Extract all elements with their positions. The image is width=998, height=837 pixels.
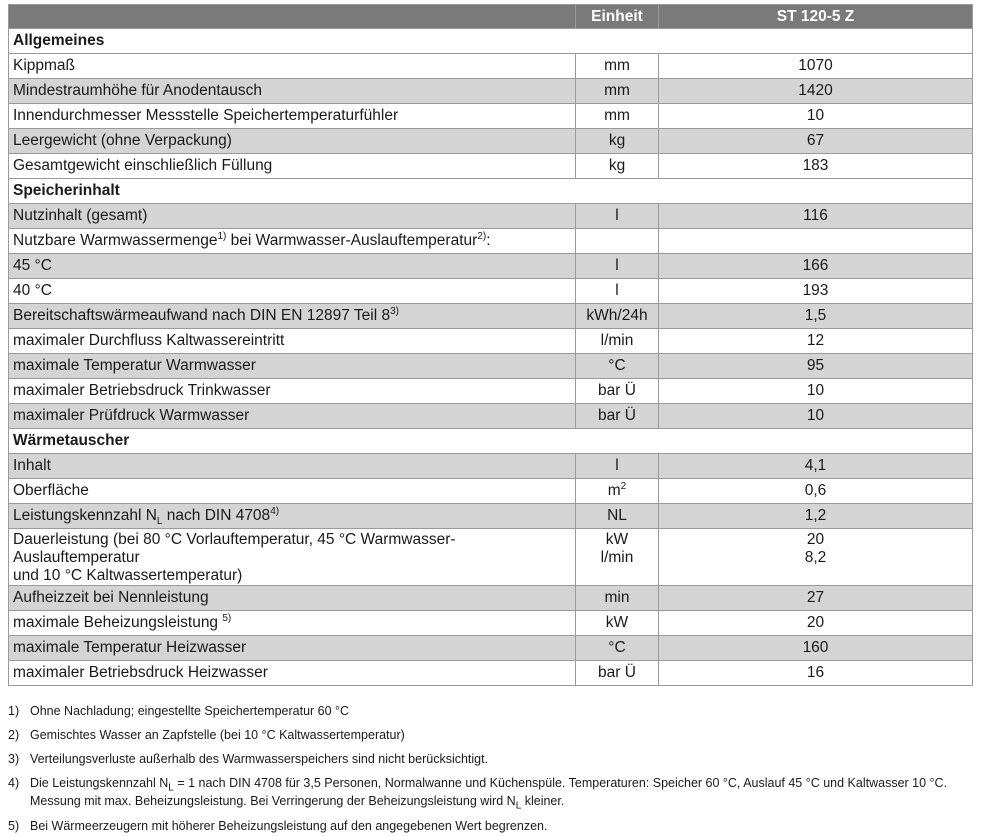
row-unit: NL [576, 504, 659, 529]
footnote-text: kleiner. [521, 794, 565, 808]
row-value: 1070 [659, 54, 973, 79]
row-label: maximaler Betriebsdruck Trinkwasser [9, 379, 576, 404]
row-label: Gesamtgewicht einschließlich Füllung [9, 154, 576, 179]
table-row [9, 661, 973, 686]
row-value: 10 [659, 404, 973, 429]
row-unit: l [576, 279, 659, 304]
row-unit: l [576, 204, 659, 229]
row-unit: °C [576, 636, 659, 661]
row-unit [576, 229, 659, 254]
footnote-line [8, 792, 983, 810]
row-value: 95 [659, 354, 973, 379]
row-value: 12 [659, 329, 973, 354]
footnote-number: 3) [8, 752, 20, 766]
table-row [9, 611, 973, 636]
row-label: maximaler Prüfdruck Warmwasser [9, 404, 576, 429]
table-row [9, 454, 973, 479]
row-label: Innendurchmesser Messstelle Speichertemperaturfühler [9, 104, 576, 129]
row-unit: kg [576, 154, 659, 179]
table-row [9, 404, 973, 429]
header-param [9, 5, 576, 29]
section-row [9, 29, 973, 54]
footnote-4 [8, 774, 983, 810]
row-label: 45 °C [9, 254, 576, 279]
section-title: Allgemeines [9, 29, 973, 54]
row-value: 1420 [659, 79, 973, 104]
row-value: 193 [659, 279, 973, 304]
footnote-text: Messung mit max. Beheizungsleistung. Bei Verringerung der Beheizungsleistung wird N [30, 794, 516, 808]
row-label-text: maximale Beheizungsleistung [13, 614, 223, 631]
subscript: L [156, 516, 163, 528]
row-value: 160 [659, 636, 973, 661]
row-value: 0,6 [659, 479, 973, 504]
unit-line: l/min [600, 549, 634, 566]
row-unit: °C [576, 354, 659, 379]
row-unit [576, 529, 659, 586]
row-label: Mindestraumhöhe für Anodentausch [9, 79, 576, 104]
row-value: 1,5 [659, 304, 973, 329]
footnote-text: = 1 nach DIN 4708 für 3,5 Personen, Normalwanne und Küchenspüle. Temperaturen: Speicher 60 °C, Auslauf 45 °C und Kaltwasser 10 °C. [173, 776, 948, 790]
table-row [9, 636, 973, 661]
table-row [9, 79, 973, 104]
section-title: Wärmetauscher [9, 429, 973, 454]
row-label [9, 529, 576, 586]
row-label: Aufheizzeit bei Nennleistung [9, 586, 576, 611]
spec-table [8, 4, 973, 686]
row-value [659, 529, 973, 586]
table-row [9, 279, 973, 304]
row-label: Leergewicht (ohne Verpackung) [9, 129, 576, 154]
table-row [9, 529, 973, 586]
row-value: 10 [659, 379, 973, 404]
row-unit: l [576, 254, 659, 279]
row-label-line: Dauerleistung (bei 80 °C Vorlauftemperatur, 45 °C Warmwasser-Auslauftemperatur [13, 531, 456, 566]
row-unit: mm [576, 79, 659, 104]
row-unit: l [576, 454, 659, 479]
row-label [9, 304, 576, 329]
row-label-text: : [486, 232, 491, 249]
table-row [9, 586, 973, 611]
table-row [9, 254, 973, 279]
footnote-5 [8, 817, 983, 835]
footnote-text: Bei Wärmeerzeugern mit höherer Beheizungsleistung auf den angegebenen Wert begrenzen. [30, 819, 548, 833]
footnote-text: Verteilungsverluste außerhalb des Warmwasserspeichers sind nicht berücksichtigt. [30, 752, 489, 766]
footnote-ref: 2) [477, 230, 487, 242]
row-label: 40 °C [9, 279, 576, 304]
row-unit [576, 479, 659, 504]
row-unit: min [576, 586, 659, 611]
table-row [9, 104, 973, 129]
row-value: 27 [659, 586, 973, 611]
row-label-text: nach DIN 4708 [162, 507, 271, 524]
row-label-text: Nutzbare Warmwassermenge [13, 232, 218, 249]
row-unit: l/min [576, 329, 659, 354]
table-row [9, 379, 973, 404]
row-value: 183 [659, 154, 973, 179]
row-unit: kW [576, 611, 659, 636]
footnote-2 [8, 726, 983, 744]
row-label: maximaler Betriebsdruck Heizwasser [9, 661, 576, 686]
header-unit: Einheit [576, 5, 659, 29]
row-label [9, 504, 576, 529]
row-label-text: Bereitschaftswärmeaufwand nach DIN EN 12897 Teil 8 [13, 307, 391, 324]
row-value [659, 229, 973, 254]
row-label: Inhalt [9, 454, 576, 479]
table-row [9, 54, 973, 79]
row-unit: kWh/24h [576, 304, 659, 329]
row-value: 10 [659, 104, 973, 129]
table-row [9, 129, 973, 154]
footnote-ref: 5) [222, 612, 232, 624]
footnote-number: 1) [8, 704, 20, 718]
footnote-text: Ohne Nachladung; eingestellte Speichertemperatur 60 °C [30, 704, 350, 718]
value-line: 8,2 [804, 549, 827, 566]
subscript: L [515, 800, 522, 812]
row-unit: bar Ü [576, 379, 659, 404]
row-value: 20 [659, 611, 973, 636]
row-value: 116 [659, 204, 973, 229]
table-row [9, 354, 973, 379]
row-unit: bar Ü [576, 661, 659, 686]
footnote-ref: 3) [390, 305, 399, 317]
row-label: maximale Temperatur Warmwasser [9, 354, 576, 379]
row-value: 4,1 [659, 454, 973, 479]
section-row [9, 179, 973, 204]
section-title: Speicherinhalt [9, 179, 973, 204]
table-row [9, 229, 973, 254]
footnote-text: Gemischtes Wasser an Zapfstelle (bei 10 °C Kaltwassertemperatur) [30, 728, 405, 742]
subscript: L [168, 782, 174, 794]
row-label [9, 611, 576, 636]
table-row [9, 479, 973, 504]
row-label: maximaler Durchfluss Kaltwassereintritt [9, 329, 576, 354]
footnote-ref: 1) [217, 230, 227, 242]
row-unit: mm [576, 104, 659, 129]
footnote-text: Die Leistungskennzahl N [30, 776, 169, 790]
row-label [9, 229, 576, 254]
table-row [9, 204, 973, 229]
row-label-line: und 10 °C Kaltwassertemperatur) [13, 567, 243, 584]
table-row [9, 504, 973, 529]
row-label: Oberfläche [9, 479, 576, 504]
row-label-text: Leistungskennzahl N [13, 507, 157, 524]
footnote-number: 4) [8, 776, 20, 790]
unit-exponent: 2 [620, 480, 627, 492]
row-value: 67 [659, 129, 973, 154]
value-line: 20 [806, 531, 825, 548]
unit-line: kW [605, 531, 629, 548]
row-label: maximale Temperatur Heizwasser [9, 636, 576, 661]
row-value: 166 [659, 254, 973, 279]
footnote-ref: 4) [270, 505, 280, 517]
row-value: 1,2 [659, 504, 973, 529]
row-unit: kg [576, 129, 659, 154]
footnote-number: 5) [8, 819, 20, 833]
section-row [9, 429, 973, 454]
row-value: 16 [659, 661, 973, 686]
row-unit: bar Ü [576, 404, 659, 429]
header-value: ST 120-5 Z [659, 5, 973, 29]
footnote-3 [8, 750, 983, 768]
header-row [9, 5, 973, 29]
row-label-text: bei Warmwasser-Auslauftemperatur [226, 232, 478, 249]
row-label: Kippmaß [9, 54, 576, 79]
table-row [9, 304, 973, 329]
row-label: Nutzinhalt (gesamt) [9, 204, 576, 229]
unit-text: m [607, 482, 621, 499]
footnote-line [8, 774, 983, 792]
row-unit: mm [576, 54, 659, 79]
table-row [9, 154, 973, 179]
footnote-number: 2) [8, 728, 20, 742]
footnote-1 [8, 702, 983, 720]
table-row [9, 329, 973, 354]
